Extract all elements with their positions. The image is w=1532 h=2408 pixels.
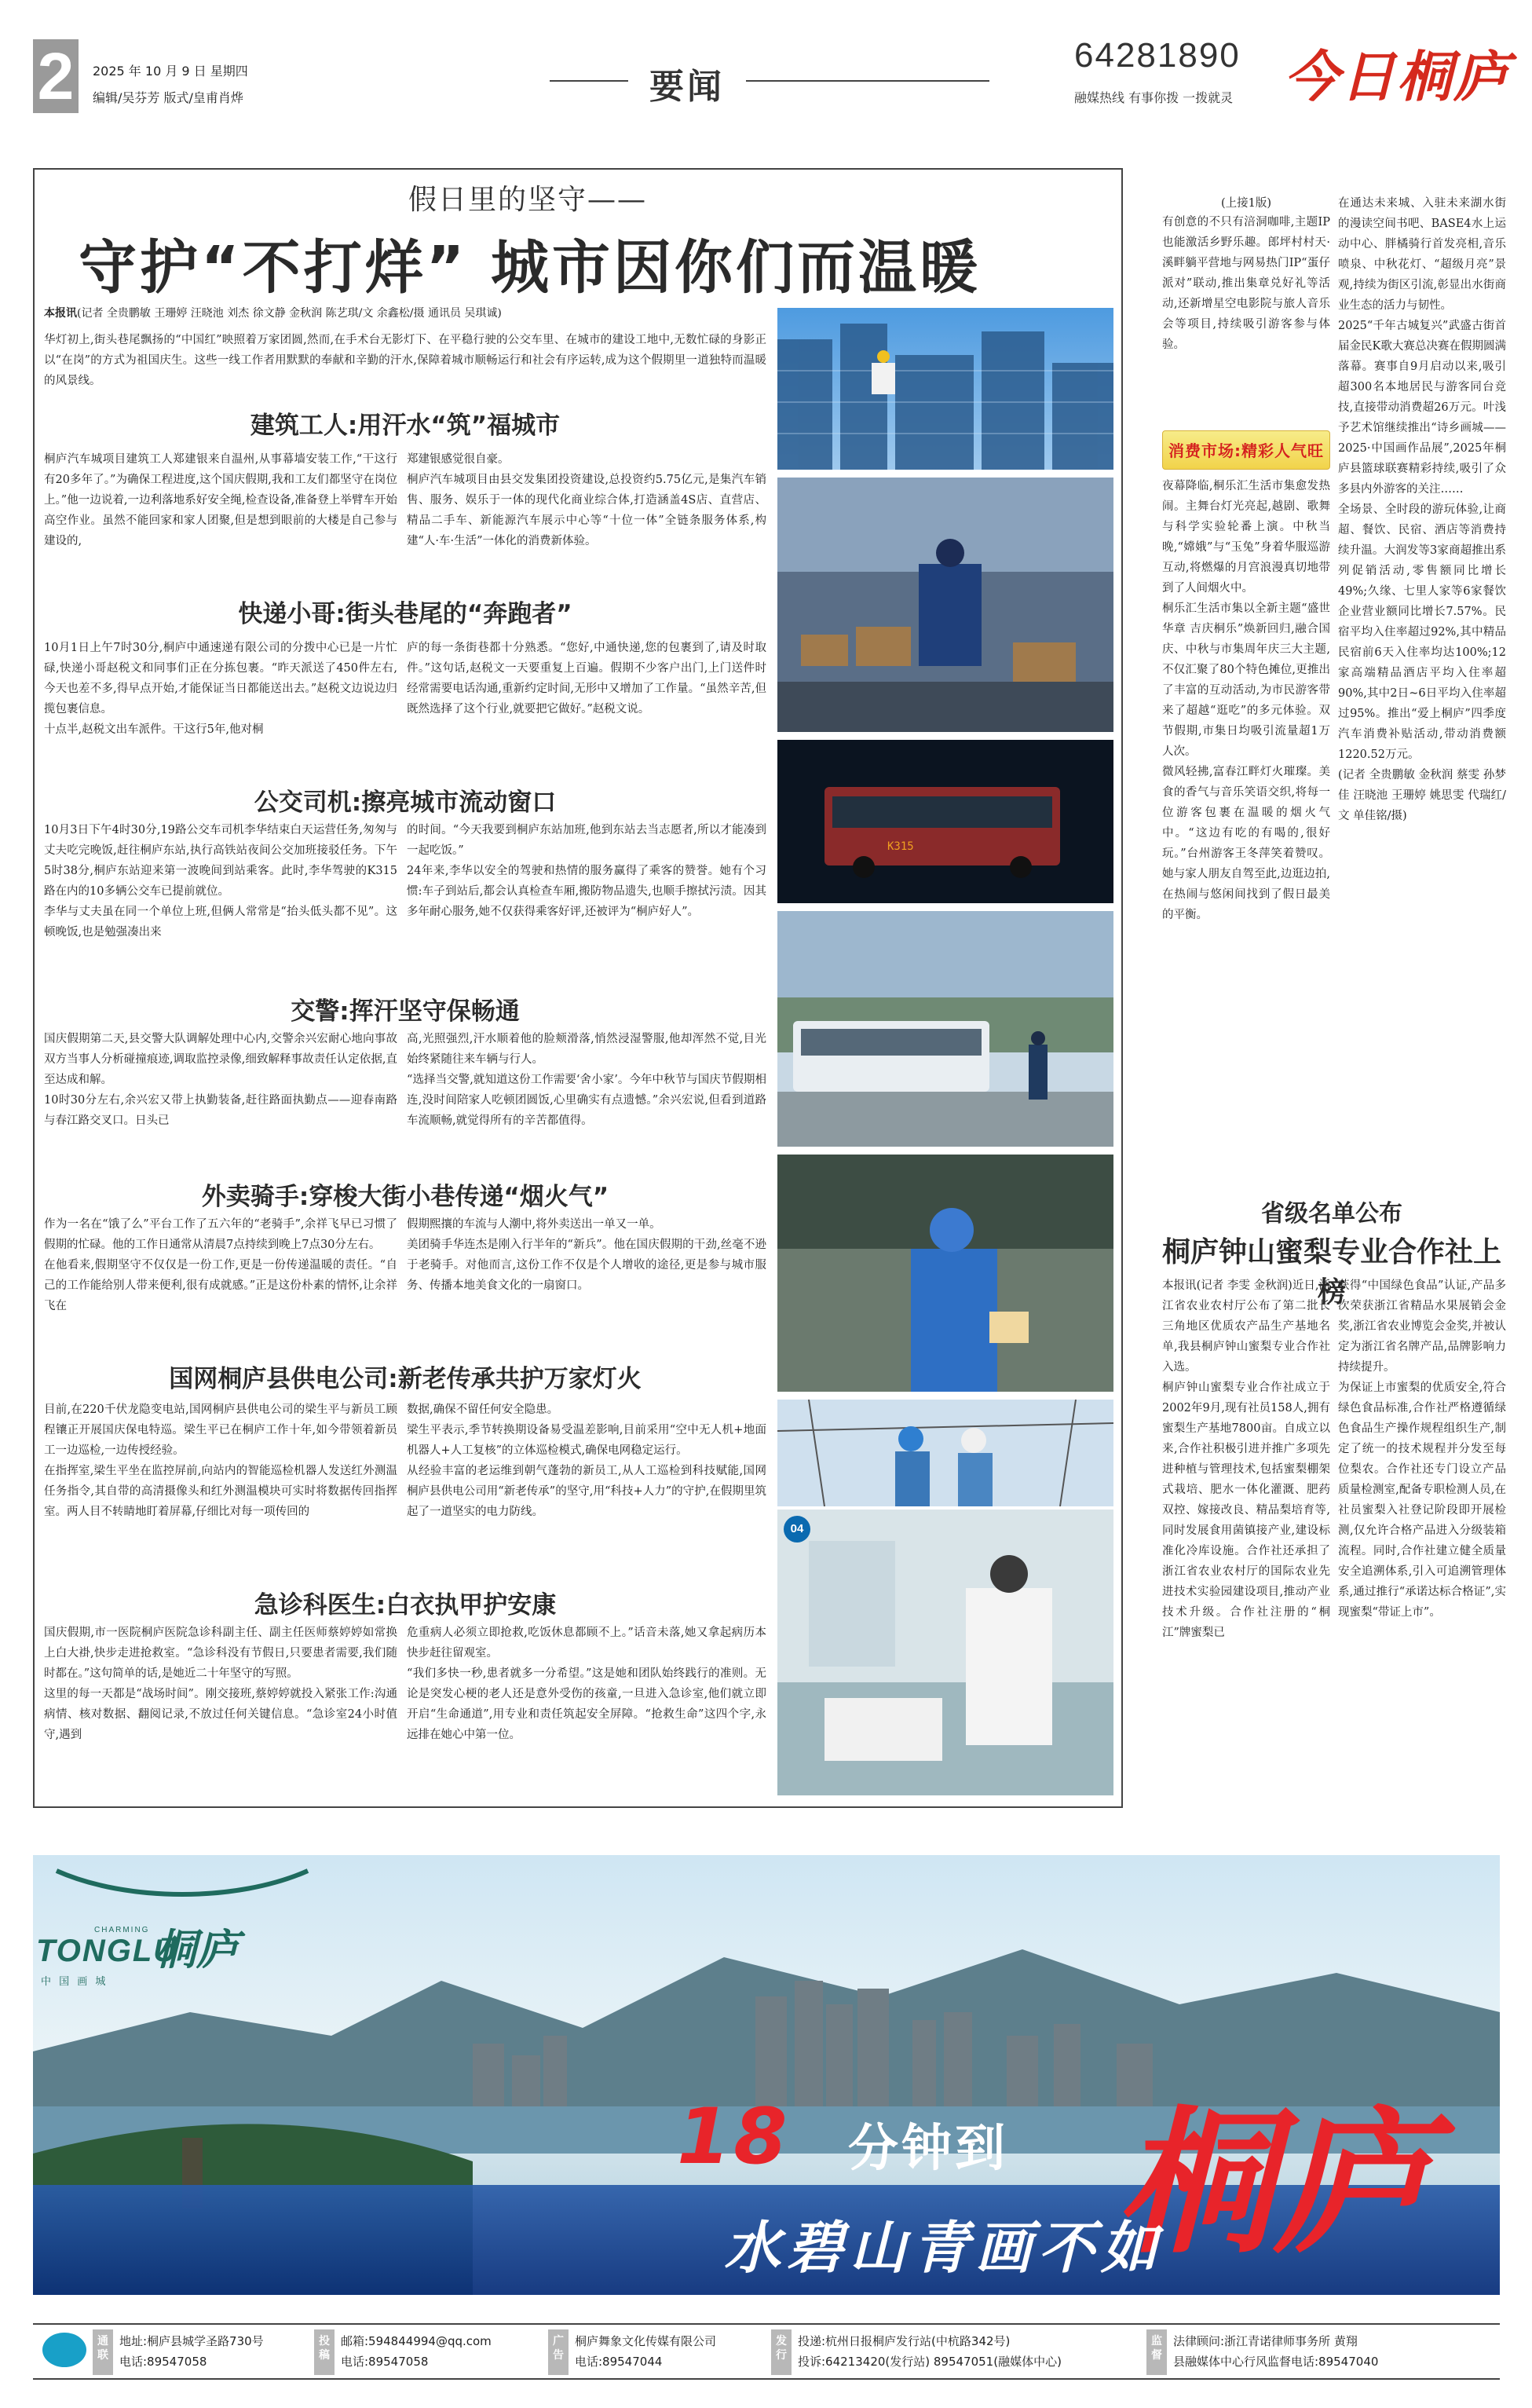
- section-text: 10月3日下午4时30分,19路公交车司机李华结束白天运营任务,匆匆与丈夫吃完晚饭,赶往桐庐东站,执行高铁站夜间公交加班接驳任务。下午5时38分,桐庐东站迎来第一波晚间到站乘客。此时,李华驾驶的K315路在内的10多辆公交车已提前就位。 李华与丈夫虽在同一个单位上班,但俩人常常是“抬头低头都不见”。这顿晚饭,也是勉强凑出来: [44, 824, 397, 939]
- story-headline: 守护“不打烊” 城市因你们而温暖: [79, 234, 982, 302]
- header-rule: [550, 80, 989, 82]
- byline-authors: (记者 全贵鹏敏 王珊婷 汪晓池 刘杰 徐文静 金秋润 陈艺琪/文 余鑫松/摄 通讯员 吴琪诚): [77, 307, 502, 320]
- footer-line: 地址:桐庐县城学圣路730号: [119, 2334, 264, 2348]
- section-heading: 国网桐庐县供电公司:新老传承共护万家灯火: [169, 1365, 642, 1393]
- footer-line: 县融媒体中心行风监督电话:89547040: [1173, 2355, 1379, 2369]
- section-text: 庐的每一条街巷都十分熟悉。“您好,中通快递,您的包裹到了,请及时取件。”这句话,赵税文一天要重复上百遍。假期不少客户出门,上门送件时经常需要电话沟通,重新约定时间,无形中又增加了工作量。“虽然辛苦,但既然选择了这个行业,就要把它做好。”赵税文说。: [407, 642, 766, 715]
- photo-delivery-rider: [777, 1155, 1113, 1392]
- footer-line: 投诉:64213420(发行站) 89547051(融媒体中心): [798, 2355, 1062, 2369]
- section-text: 郑建银感觉很自豪。 桐庐汽车城项目由县交发集团投资建设,总投资约5.75亿元,是集汽车销售、服务、娱乐于一体的现代化商业综合体,打造涵盖4S店、直营店、精品二手车、新能源汽车展示中心等“十位一体”全链条服务体系,构建“人·车·生活”一体化的消费新体验。: [407, 453, 766, 547]
- ad-logo-english: TONGLU: [36, 1934, 178, 1968]
- section-text: 10月1日上午7时30分,桐庐中通速递有限公司的分拨中心已是一片忙碌,快递小哥赵税文和同事们正在分拣包裹。“昨天派送了450件左右,今天也差不多,得早点开始,才能保证当日都能送出去。”赵税文边说边归揽包裹信息。 十点半,赵税文出车派件。干这行5年,他对桐: [44, 642, 397, 736]
- story-intro: 华灯初上,街头巷尾飘扬的“中国红”映照着万家团圆,然而,在手术台无影灯下、在平稳行驶的公交车里、在城市的建设工地中,无数忙碌的身影正以“在岗”的方式为祖国庆生。这些一线工作者用默默的奉献和辛勤的汗水,保障着城市顺畅运行和社会有序运转,成为这个假期里一道独特而温暖的风景线。: [44, 334, 766, 387]
- ad-minutes-text: 分钟到: [848, 2120, 1008, 2178]
- editor-credits: 编辑/吴芬芳 版式/皇甫肖烨: [93, 90, 243, 105]
- section-text: 数据,确保不留任何安全隐患。 梁生平表示,季节转换期设备易受温差影响,目前采用“空中无人机+地面机器人+人工复核”的立体巡检模式,确保电网稳定运行。 从经验丰富的老运维到朝气蓬勃的新员工,从人工巡检到科技赋能,国网桐庐县供电公司用“新老传承”的坚守,用“科技+人力”的守护,在假期里筑起了一道坚实的电力防线。: [407, 1403, 766, 1518]
- footer-line: 桐庐舞象文化传媒有限公司: [575, 2334, 717, 2348]
- footer-label: 通联: [93, 2329, 113, 2375]
- section-heading: 交警:挥汗坚守保畅通: [291, 997, 520, 1026]
- section-text: 高,光照强烈,汗水顺着他的脸颊滑落,悄然浸湿警服,他却浑然不觉,目光始终紧随往来车辆与行人。 “选择当交警,就知道这份工作需要‘舍小家’。今年中秋节与国庆节假期相连,没时间陪家人吃顿团圆饭,心里确实有点遗憾。”余兴宏说,但看到道路车流顺畅,就觉得所有的辛苦都值得。: [407, 1033, 766, 1127]
- coop-headline: 桐庐钟山蜜梨专业合作社上榜: [1161, 1236, 1501, 1308]
- photo-power-workers: [777, 1400, 1113, 1506]
- footer-label: 投稿: [314, 2329, 335, 2375]
- photo-number-badge: 04: [784, 1516, 810, 1543]
- byline-label: 本报讯: [44, 307, 77, 320]
- page-number: 2: [33, 39, 79, 113]
- section-text: 作为一名在“饿了么”平台工作了五六年的“老骑手”,余祥飞早已习惯了假期的忙碌。他的工作日通常从清晨7点持续到晚上7点30分左右。 在他看来,假期坚守不仅仅是一份工作,更是一份传递温暖的责任。“自己的工作能给别人带来便利,很有成就感。”正是这份朴素的情怀,让余祥飞在: [44, 1218, 397, 1312]
- consumer-text: 在通达未来城、入驻未来湖水街的漫读空间书吧、BASE4水上运动中心、胖橘骑行首发亮相,音乐喷泉、中秋花灯、“超级月亮”景观,持续为街区引流,彰显出水街商业生态的活力与韧性。 2025“千年古城复兴”武盛古街首届金民K歌大赛总决赛在假期圆满落幕。赛事自9月启动以来,吸引超300名本地居民与游客同台竞技,直接带动消费超26万元。叶浅予艺术馆继续推出“诗乡画城——2025·中国画作品展”,2025年桐庐县篮球联赛精彩持续,吸引了众多县内外游客的关注…… 全场景、全时段的游玩体验,让商超、餐饮、民宿、酒店等消费持续升温。大润发等3家商超推出系列促销活动,零售额同比增长49%;久缘、七里人家等6家餐饮企业营业额同比增长7.57%。民宿平均入住率超过92%,其中精品民宿前6天入住率均达100%;12家高端精品酒店平均入住率超90%,其中2日~6日平均入住率超过95%。推出“爱上桐庐”四季度汽车消费补贴活动,带动消费额1220.52万元。 (记者 全贵鹏敏 金秋润 蔡雯 孙梦佳 汪晓池 王珊婷 姚思雯 代瑞红/文 单佳铭/摄): [1338, 197, 1506, 822]
- footer-info-bar: [33, 2323, 1500, 2380]
- ad-logo-tagline: 中 国 画 城: [41, 1976, 108, 1988]
- section-heading: 建筑工人:用汗水“筑”福城市: [250, 412, 561, 440]
- footer-line: 邮箱:594844994@qq.com: [341, 2334, 492, 2348]
- footer-label: 监督: [1146, 2329, 1167, 2375]
- footer-line: 电话:89547058: [119, 2355, 207, 2369]
- footer-label: 发行: [771, 2329, 792, 2375]
- hotline-number: 64281890: [1074, 36, 1241, 75]
- ad-logo-top: CHARMING: [94, 1926, 150, 1934]
- issue-date: 2025 年 10 月 9 日 星期四: [93, 64, 248, 79]
- continued-label: (上接1版): [1220, 197, 1272, 210]
- ad-logo-chinese: 桐庐: [154, 1924, 239, 1974]
- section-text: 国庆假期,市一医院桐庐医院急诊科副主任、副主任医师蔡婷婷如常换上白大褂,快步走进抢救室。“急诊科没有节假日,只要患者需要,我们随时都在。”这句简单的话,是她近二十年坚守的写照。 这里的每一天都是“战场时间”。刚交接班,蔡婷婷就投入紧张工作:沟通病情、核对数据、翻阅记录,不放过任何关键信息。“急诊室24小时值守,遇到: [44, 1627, 397, 1741]
- footer-line: 电话:89547058: [341, 2355, 429, 2369]
- paper-logo: 今日桐庐: [1284, 44, 1510, 109]
- section-heading: 外卖骑手:穿梭大街小巷传递“烟火气”: [201, 1183, 609, 1211]
- consumer-text: 夜幕降临,桐乐汇生活市集愈发热闹。主舞台灯光亮起,越剧、歌舞与科学实验轮番上演。中秋当晚,“嫦娥”与“玉兔”身着华服巡游互动,将燃爆的月宫浪漫真切地带到了人间烟火中。 桐乐汇生活市集以全新主题“盛世华章 吉庆桐乐”焕新回归,融合国庆、中秋与市集周年庆三大主题,不仅汇聚了80个特色摊位,更推出了丰富的互动活动,为市民游客带来了超越“逛吃”的多元体验。双节假期,市集日均吸引流量超1万人次。 微风轻拂,富春江畔灯火璀璨。美食的香气与音乐笑语交织,将每一位游客包裹在温暖的烟火气中。“这边有吃的有喝的,很好玩。”台州游客王冬萍笑着赞叹。她与家人朋友自驾至此,边逛边拍,在热闹与悠闲间找到了假日最美的平衡。: [1162, 480, 1330, 921]
- photo-night-bus: [777, 740, 1113, 903]
- ad-minutes-number: 18: [677, 2092, 791, 2182]
- section-text: 危重病人必须立即抢救,吃饭休息都顾不上。”话音未落,她又拿起病历本快步赶往留观室。 “我们多快一秒,患者就多一分希望。”这是她和团队始终践行的准则。无论是突发心梗的老人还是意外受伤的孩童,一旦进入急诊室,他们就立即开启“生命通道”,用专业和责任筑起安全屏障。“抢救生命”这四个字,永远排在她心中第一位。: [407, 1627, 766, 1741]
- section-text: 国庆假期第二天,县交警大队调解处理中心内,交警余兴宏耐心地向事故双方当事人分析碰撞痕迹,调取监控录像,细致解释事故责任认定依据,直至达成和解。 10时30分左右,余兴宏又带上执勤装备,赶往路面执勤点——迎春南路与春江路交叉口。日头已: [44, 1033, 397, 1127]
- section-heading: 快递小哥:街头巷尾的“奔跑者”: [238, 600, 572, 628]
- footer-label: 广告: [548, 2329, 569, 2375]
- section-text: 的时间。“今天我要到桐庐东站加班,他到东站去当志愿者,所以才能凑到一起吃饭。” 24年来,李华以安全的驾驶和热情的服务赢得了乘客的赞誉。她有个习惯:车子到站后,都会认真检查车厢,搬防物品遗失,也顺手擦拭污渍。因其多年耐心服务,她不仅获得乘客好评,还被评为“桐庐好人”。: [407, 824, 766, 918]
- svg-text:K315: K315: [887, 840, 914, 853]
- story-byline: [44, 305, 766, 322]
- section-text: 目前,在220千伏龙隐变电站,国网桐庐县供电公司的梁生平与新员工顾程镶正开展国庆保电特巡。梁生平已在桐庐工作十年,如今带领着新员工一边巡检,一边传授经验。 在指挥室,梁生平坐在监控屏前,向站内的智能巡检机器人发送红外测温任务指令,其自带的高清摄像头和红外测温模块可实时将数据传回指挥室。两人目不转睛地盯着屏幕,仔细比对每一项传回的: [44, 1403, 397, 1518]
- coop-text: 获得“中国绿色食品”认证,产品多次荣获浙江省精品水果展销会金奖,浙江省农业博览会金奖,并被认定为浙江省名牌产品,品牌影响力持续提升。 为保证上市蜜梨的优质安全,符合绿色食品标准,合作社严格遵循绿色食品生产操作规程组织生产,制定了统一的技术规程并分发至每位梨农。合作社还专门设立产品质量检测室,配备专职检测人员,在社员蜜梨入社登记阶段即开展检测,仅允许合格产品进入分级装箱流程。同时,合作社建立健全质量安全追溯体系,引入可追溯管理体系,通过推行“承诺达标合格证”,实现蜜梨“带证上市”。: [1338, 1279, 1506, 1619]
- footer-line: 投递:杭州日报桐庐发行站(中杭路342号): [798, 2334, 1011, 2348]
- photo-traffic-police: [777, 911, 1113, 1147]
- section-heading: 公交司机:擦亮城市流动窗口: [254, 789, 557, 817]
- photo-courier: [777, 478, 1113, 732]
- ad-city-name: 桐庐: [1117, 2091, 1431, 2275]
- coop-text: 本报讯(记者 李雯 金秋润)近日,浙江省农业农村厅公布了第二批长三角地区优质农产品生产基地名单,我县桐庐钟山蜜梨专业合作社入选。 桐庐钟山蜜梨专业合作社成立于2002年9月,现有社员158人,拥有蜜梨生产基地7800亩。自成立以来,合作社积极引进并推广多项先进种植与管理技术,包括蜜梨棚架式栽培、肥水一体化灌溉、肥药双控、嫁接改良、精品梨培育等,同时发展食用菌镇接产业,建设标准化冷库设施。合作社还承担了浙江省农业农村厅的国际农业先进技术实验园建设项目,推动产业技术升级。合作社注册的“桐江”牌蜜梨已: [1162, 1279, 1330, 1639]
- photo-construction-worker: [777, 308, 1113, 470]
- consumer-market-banner: 消费市场:精彩人气旺: [1162, 430, 1330, 470]
- coop-kicker: 省级名单公布: [1261, 1200, 1402, 1228]
- photo-er-doctor: [777, 1510, 1113, 1795]
- footer-line: 法律顾问:浙江青诺律师事务所 黄翔: [1173, 2334, 1358, 2348]
- hotline-slogan: 融媒热线 有事你拨 一拨就灵: [1074, 90, 1234, 105]
- section-title: 要闻: [649, 67, 725, 107]
- ad-slogan: 水碧山青画不如: [724, 2215, 1165, 2281]
- section-text: 桐庐汽车城项目建筑工人郑建银来自温州,从事幕墙安装工作,“干这行有20多年了。”为确保工程进度,这个国庆假期,我和工友们都坚守在岗位上。”他一边说着,一边利落地系好安全绳,检查设备,准备登上举臂车开始高空作业。虽然不能回家和家人团聚,但是想到眼前的大楼是自己参与建设的,: [44, 453, 397, 547]
- footer-line: 电话:89547044: [575, 2355, 663, 2369]
- section-text: 假期熙攘的车流与人潮中,将外卖送出一单又一单。 美团骑手华连杰是刚入行半年的“新兵”。他在国庆假期的干劲,丝毫不逊于老骑手。对他而言,这份工作不仅是个人增收的途径,更是参与城市服务、传播本地美食文化的一扇窗口。: [407, 1218, 766, 1292]
- story-kicker: 假日里的坚守——: [408, 184, 648, 216]
- section-heading: 急诊科医生:白衣执甲护安康: [254, 1591, 557, 1619]
- consumer-text: 有创意的不只有涪洞咖啡,主题IP也能激活乡野乐趣。郎坪村村天·溪畔躺平营地与网易热门IP“蛋仔派对”联动,推出集章兑好礼等活动,还新增星空电影院与旅人音乐会等项目,持续吸引游客参与体验。: [1162, 216, 1330, 351]
